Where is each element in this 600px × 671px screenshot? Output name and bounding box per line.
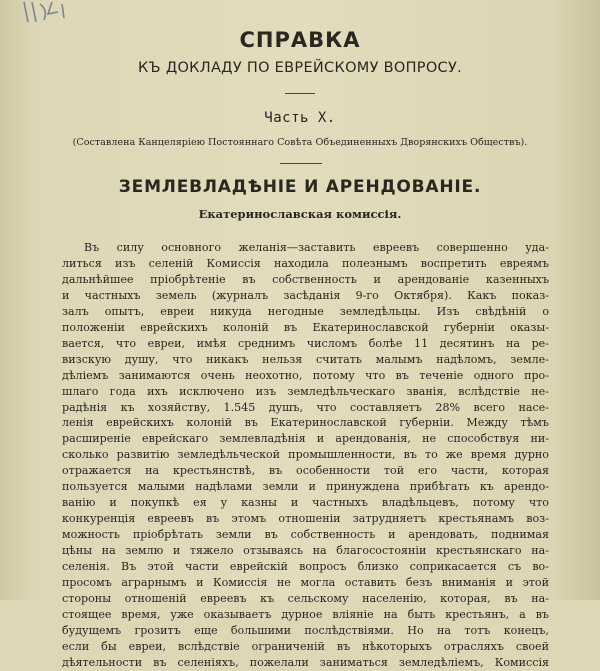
text-line: стоящее время, уже оказываетъ дурное вліяніе на быть крестьянъ, а въ xyxy=(62,607,549,621)
text-line: ванію и покупкѣ ея у казны и частныхъ владѣльцевъ, потому что xyxy=(62,496,549,510)
text-line: Въ силу основного желанія—заставить евреевъ совершенно уда- xyxy=(84,241,549,254)
text-line: сколько развитію земледѣльческой промышленности, въ то же время дурно xyxy=(62,448,549,462)
text-line: цѣны на землю и тяжело отзываясь на благосостояніи крестьянскаго на- xyxy=(62,544,549,558)
text-line: можность пріобрѣтать земли въ собственность и арендовать, поднимая xyxy=(62,528,549,542)
text-line: просомъ аграрнымъ и Комиссія не могла оставить безъ вниманія и этой xyxy=(62,576,549,590)
text-line: радѣнія къ хозяйству, 1.545 душъ, что составляетъ 28% всего насе- xyxy=(62,400,549,414)
text-line: будущемъ грозитъ еще большими послѣдствіями. Но на тотъ конецъ, xyxy=(62,623,549,637)
document-title: СПРАВКА xyxy=(239,28,361,52)
text-line: расширеніе еврейскаго землевладѣнія и арендованія, не способствуя ни- xyxy=(62,432,549,446)
divider xyxy=(285,93,315,94)
text-line: шлаго года ихъ исключено изъ земледѣльческаго званія, вслѣдствіе не- xyxy=(62,384,549,398)
compiler-note: (Составлена Канцеляріею Постояннаго Совѣта Объединенныхъ Дворянскихъ Обществъ). xyxy=(72,137,528,148)
text-line: и частныхъ земель (журналъ засѣданія 9-го Октября). Какъ показ- xyxy=(62,288,549,302)
divider xyxy=(280,163,322,164)
text-line: пользуется малыми надѣлами земли и принуждена прибѣгать къ арендо- xyxy=(62,480,549,494)
text-line: конкуренція евреевъ въ этомъ отношеніи затрудняетъ крестьянамъ воз- xyxy=(62,512,549,526)
text-line: визскую душу, что никакъ нельзя считать малымъ надѣломъ, земле- xyxy=(62,352,549,366)
text-line: дѣліемъ занимаются очень неохотно, потому что въ теченіе одного про- xyxy=(62,368,549,382)
text-line: литься изъ селеній Комиссія находила полезнымъ воспретить евреямъ xyxy=(62,256,549,270)
document-subtitle: КЪ ДОКЛАДУ ПО ЕВРЕЙСКОМУ ВОПРОСУ. xyxy=(137,60,463,76)
text-line: залъ опытъ, евреи никуда негодные земледѣльцы. Изъ свѣдѣній о xyxy=(62,304,549,318)
text-line: отражается на крестьянствѣ, въ особенности той его части, которая xyxy=(62,464,549,478)
handwritten-mark-icon xyxy=(18,0,78,26)
commission-heading: Екатеринославская комиссія. xyxy=(198,207,402,221)
text-line: вается, что евреи, имѣя среднимъ числомъ болѣе 11 десятинъ на ре- xyxy=(62,336,549,350)
text-line: дальнѣйшее пріобрѣтеніе въ собственность и арендованіе казенныхъ xyxy=(62,272,549,286)
text-line: если бы евреи, вслѣдствіе ограниченій въ нѣкоторыхъ отрасляхъ своей xyxy=(62,639,549,653)
text-line: положеніи еврейскихъ колоній въ Екатеринославской губерніи оказы- xyxy=(62,320,549,334)
text-line: дѣятельности въ селеніяхъ, пожелали заниматься земледѣліемъ, Комиссія xyxy=(62,655,549,669)
text-line: селенія. Въ этой части еврейскій вопросъ близко соприкасается съ во- xyxy=(62,560,549,574)
text-line: стороны отношеній евреевъ къ сельскому населенію, которая, въ на- xyxy=(62,591,549,605)
section-title: ЗЕМЛЕВЛАДѢНІЕ И АРЕНДОВАНІЕ. xyxy=(118,177,482,197)
body-paragraph xyxy=(62,240,549,671)
text-line: ленія еврейскихъ колоній въ Екатеринославской губерніи. Между тѣмъ xyxy=(62,416,549,430)
part-heading: Часть X. xyxy=(264,110,336,126)
